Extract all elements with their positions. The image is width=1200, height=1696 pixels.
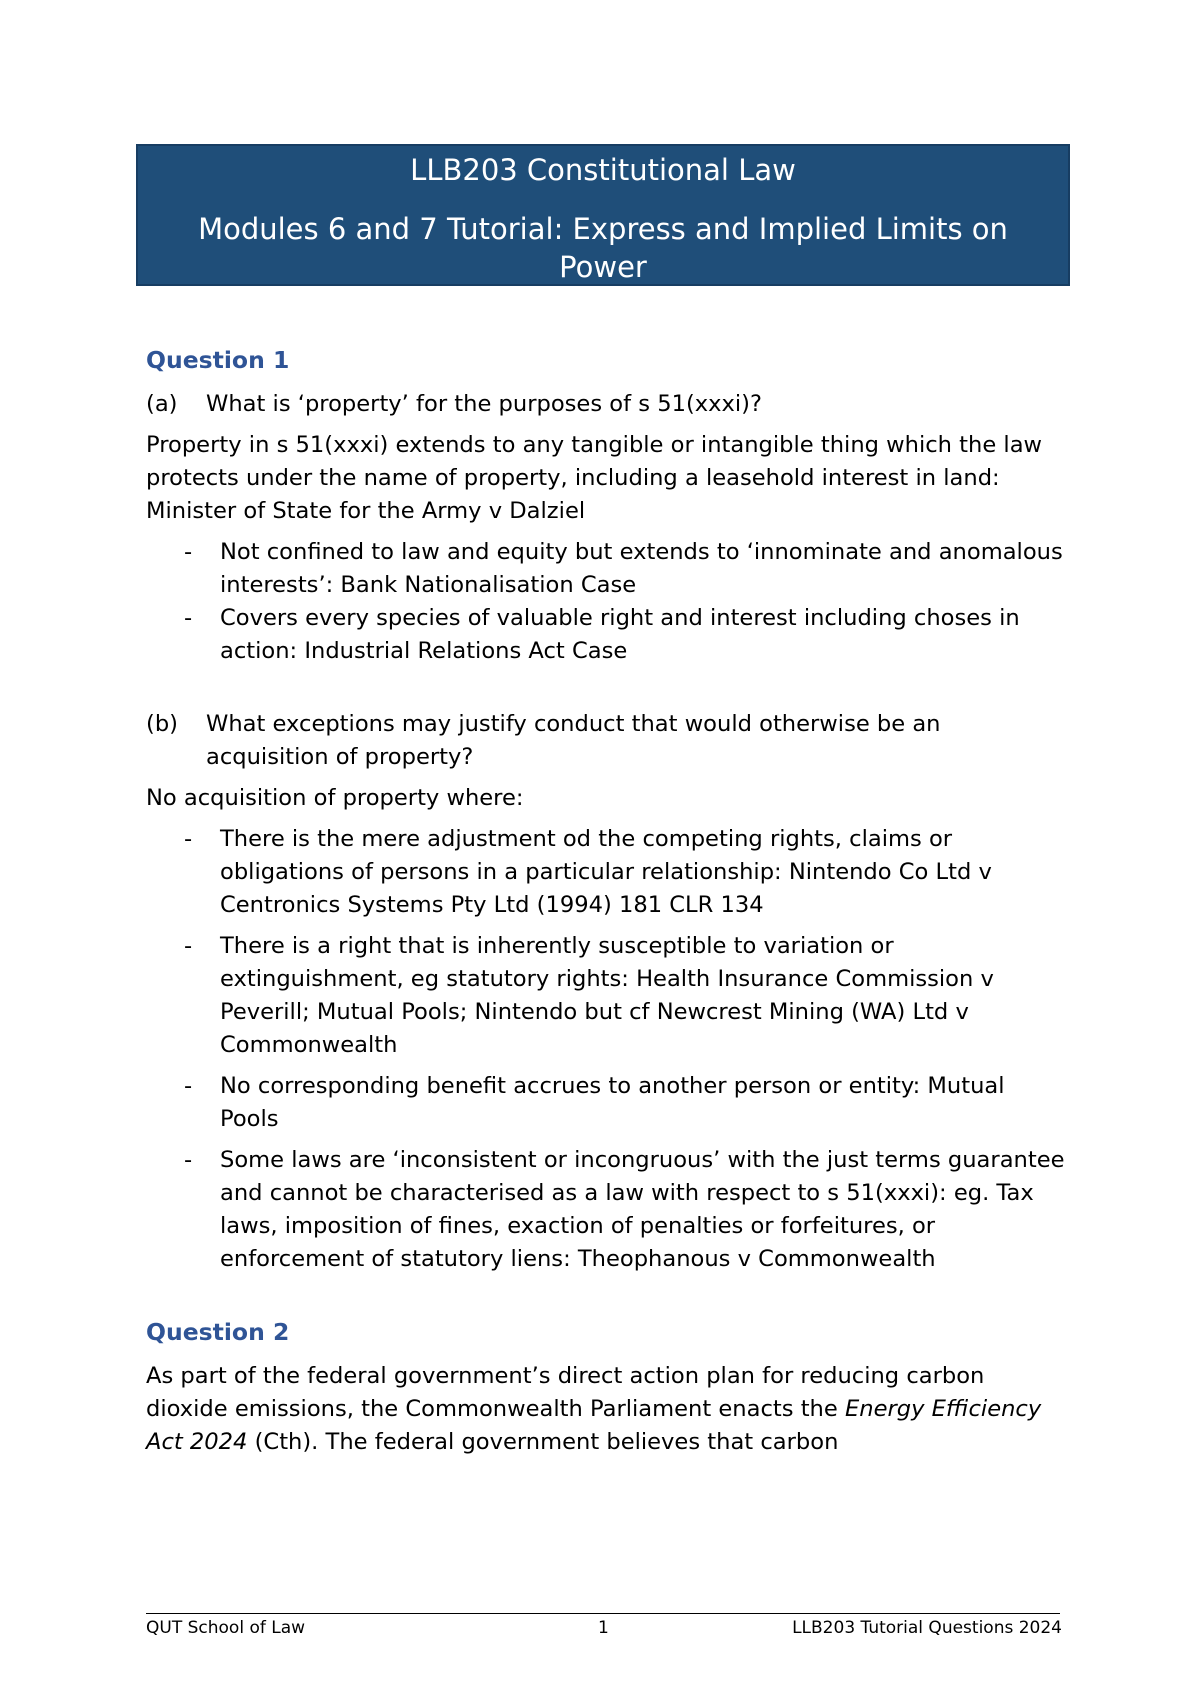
question-1b-bullets	[146, 823, 1066, 1276]
question-1b-label: (b)	[146, 711, 178, 737]
bullet-text: There is the mere adjustment od the competing rights, claims or obligations of persons in a particular relationship: Nintendo Co Ltd v Centronics Systems Pty Ltd (1994) 181 CLR 134	[220, 826, 992, 918]
tutorial-subtitle: Modules 6 and 7 Tutorial: Express and Implied Limits on Power	[198, 212, 1008, 284]
course-title: LLB203 Constitutional Law	[410, 153, 796, 187]
bullet-text: No corresponding benefit accrues to another person or entity: Mutual Pools	[220, 1073, 1005, 1132]
dash-marker: -	[184, 605, 193, 631]
question-1a-bullets	[146, 536, 1066, 668]
bullet-text: Some laws are ‘inconsistent or incongruous’ with the just terms guarantee and cannot be characterised as a law with respect to s 51(xxxi): eg. Tax laws, imposition of fines, exaction of penalties or forfeitures, or enforcement of statutory liens: Theophanous v Commonwealth	[220, 1147, 1065, 1272]
question-1-heading: Question 1	[146, 346, 290, 374]
question-1a-label: (a)	[146, 391, 178, 417]
dash-marker: -	[184, 1073, 193, 1099]
question-1b-text: What exceptions may justify conduct that would otherwise be an acquisition of property?	[206, 711, 941, 770]
page-number: 1	[598, 1618, 609, 1638]
footer-divider	[146, 1613, 1060, 1614]
dash-marker: -	[184, 826, 193, 852]
list-item	[146, 1144, 1066, 1276]
bullet-text: Not confined to law and equity but extends to ‘innominate and anomalous interests’: Bank Nationalisation Case	[220, 539, 1063, 598]
document-body	[146, 344, 1066, 1459]
question-2-text-part-1: As part of the federal government’s direct action plan for reducing carbon dioxide emissions, the Commonwealth Parliament enacts the	[146, 1363, 985, 1422]
question-2-heading: Question 2	[146, 1318, 290, 1346]
question-2-text	[146, 1360, 1066, 1459]
title-box	[136, 144, 1070, 286]
question-1a-answer: Property in s 51(xxxi) extends to any tangible or intangible thing which the law protects under the name of property, including a leasehold interest in land: Minister of State for the Army v Dalziel	[146, 432, 1043, 524]
list-item	[146, 823, 1066, 922]
question-1b	[146, 708, 1066, 774]
dash-marker: -	[184, 539, 193, 565]
bullet-text: There is a right that is inherently susceptible to variation or extinguishment, eg statutory rights: Health Insurance Commission v Peverill; Mutual Pools; Nintendo but cf Newcrest Mining (WA) Ltd v Commonwealth	[220, 933, 994, 1058]
dash-marker: -	[184, 1147, 193, 1173]
footer-course-title: LLB203 Tutorial Questions 2024	[792, 1618, 1062, 1638]
footer-school: QUT School of Law	[146, 1618, 306, 1638]
question-1b-intro: No acquisition of property where:	[146, 785, 524, 811]
question-1a-text: What is ‘property’ for the purposes of s 51(xxxi)?	[206, 391, 762, 417]
act-name: Energy Efficiency Act 2024	[146, 1396, 1042, 1455]
question-1a	[146, 388, 1066, 421]
list-item	[146, 930, 1066, 1062]
bullet-text: Covers every species of valuable right and interest including choses in action: Industrial Relations Act Case	[220, 605, 1020, 664]
question-2-text-part-2: (Cth). The federal government believes that carbon	[247, 1429, 839, 1455]
dash-marker: -	[184, 933, 193, 959]
list-item	[146, 602, 1066, 668]
list-item	[146, 1070, 1066, 1136]
list-item	[146, 536, 1066, 602]
